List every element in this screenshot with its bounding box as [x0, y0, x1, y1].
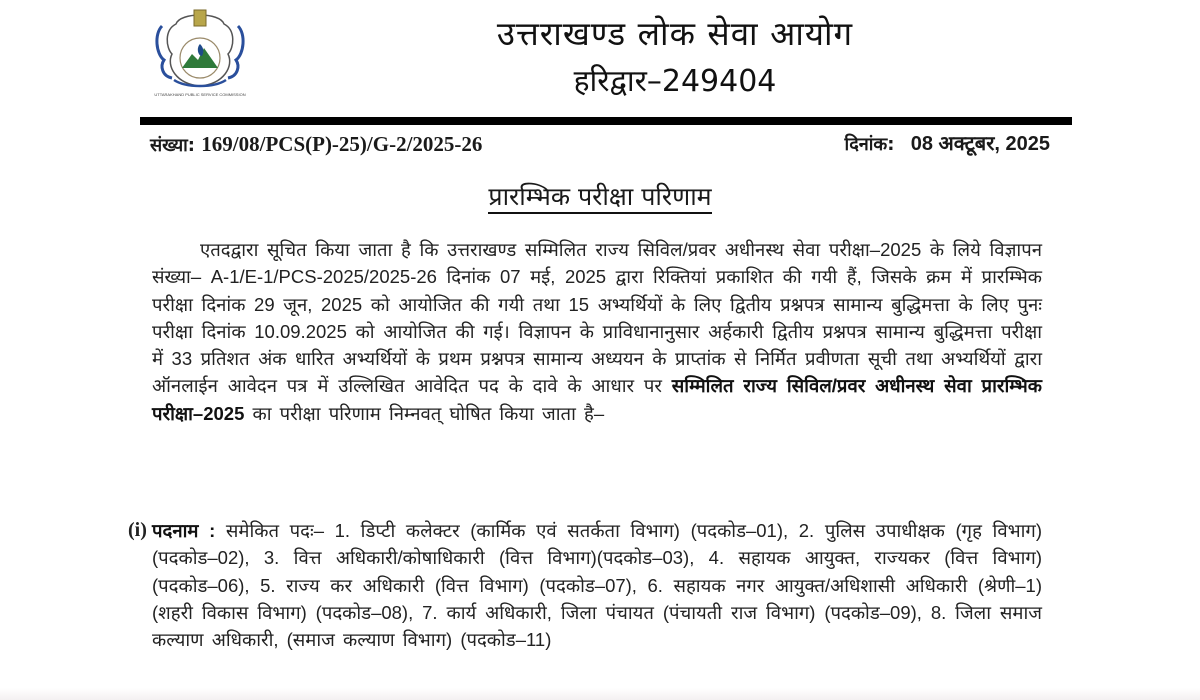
commission-emblem-icon	[150, 4, 250, 100]
svg-text:UTTARAKHAND PUBLIC SERVICE COM: UTTARAKHAND PUBLIC SERVICE COMMISSION	[154, 92, 246, 97]
posts-list-item	[128, 516, 1042, 653]
exam-name-bold: सम्मिलित राज्य सिविल/प्रवर अधीनस्थ सेवा प्रारम्भिक परीक्षा–2025	[152, 375, 1042, 424]
bottom-edge	[0, 688, 1200, 700]
organization-address: हरिद्वार–249404	[573, 64, 777, 99]
paragraph-text: एतदद्वारा सूचित किया जाता है कि उत्तराखण्ड सम्मिलित राज्य सिविल/प्रवर अधीनस्थ सेवा परीक्षा–2025 के लिये विज्ञापन संख्या– A-1/E-1/PCS-2025/2025-26 दिनांक 07 मई, 2025 द्वारा रिक्तियां प्रकाशित की गयी हैं, जिसके क्रम में प्रारम्भिक परीक्षा दिनांक 29 जून, 2025 को आयोजित की गयी तथा 15 अभ्यर्थियों के लिए द्वितीय प्रश्नपत्र सामान्य बुद्धिमत्ता के लिए पुनः परीक्षा दिनांक 10.09.2025 को आयोजित की गई। विज्ञापन के प्राविधानानुसार अर्हकारी द्वितीय प्रश्नपत्र सामान्य बुद्धिमत्ता परीक्षा में 33 प्रतिशत अंक धारित अभ्यर्थियों के प्रथम प्रश्नपत्र सामान्य अध्ययन के प्राप्तांक से निर्मित प्रवीणता सूची तथा अभ्यर्थियों द्वारा ऑनलाईन आवेदन पत्र में उल्लिखित आवेदित पद के दावे के आधार पर	[152, 239, 1042, 397]
posts-label: पदनाम :	[152, 520, 216, 541]
reference-value: 169/08/PCS(P)-25)/G-2/2025-26	[201, 132, 483, 156]
reference-number	[150, 130, 482, 160]
date-value: 08 अक्टूबर, 2025	[910, 133, 1050, 155]
date-label: दिनांक:	[844, 134, 895, 155]
notice-date	[845, 130, 1050, 159]
notice-paragraph	[152, 236, 1042, 427]
header-divider	[140, 117, 1072, 125]
page-title	[0, 178, 1200, 216]
organization-title: उत्तराखण्ड लोक सेवा आयोग	[496, 14, 854, 53]
paragraph-text-end: का परीक्षा परिणाम निम्नवत् घोषित किया जाता है–	[252, 402, 605, 424]
page-title-text: प्रारम्भिक परीक्षा परिणाम	[488, 182, 711, 214]
reference-label: संख्या:	[150, 135, 195, 156]
list-marker: (i)	[128, 519, 147, 541]
posts-text: समेकित पदः– 1. डिप्टी कलेक्टर (कार्मिक एवं सतर्कता विभाग) (पदकोड–01), 2. पुलिस उपाधीक्षक (गृह विभाग)(पदकोड–02), 3. वित्त अधिकारी/कोषाधिकारी (वित्त विभाग)(पदकोड–03), 4. सहायक आयुक्त, राज्यकर (वित्त विभाग) (पदकोड–06), 5. राज्य कर अधिकारी (वित्त विभाग) (पदकोड–07), 6. सहायक नगर आयुक्त/अधिशासी अधिकारी (श्रेणी–1) (शहरी विकास विभाग) (पदकोड–08), 7. कार्य अधिकारी, जिला पंचायत (पंचायती राज विभाग) (पदकोड–09), 8. जिला समाज कल्याण अधिकारी, (समाज कल्याण विभाग) (पदकोड–11)	[152, 520, 1042, 651]
posts-content	[128, 517, 1042, 653]
